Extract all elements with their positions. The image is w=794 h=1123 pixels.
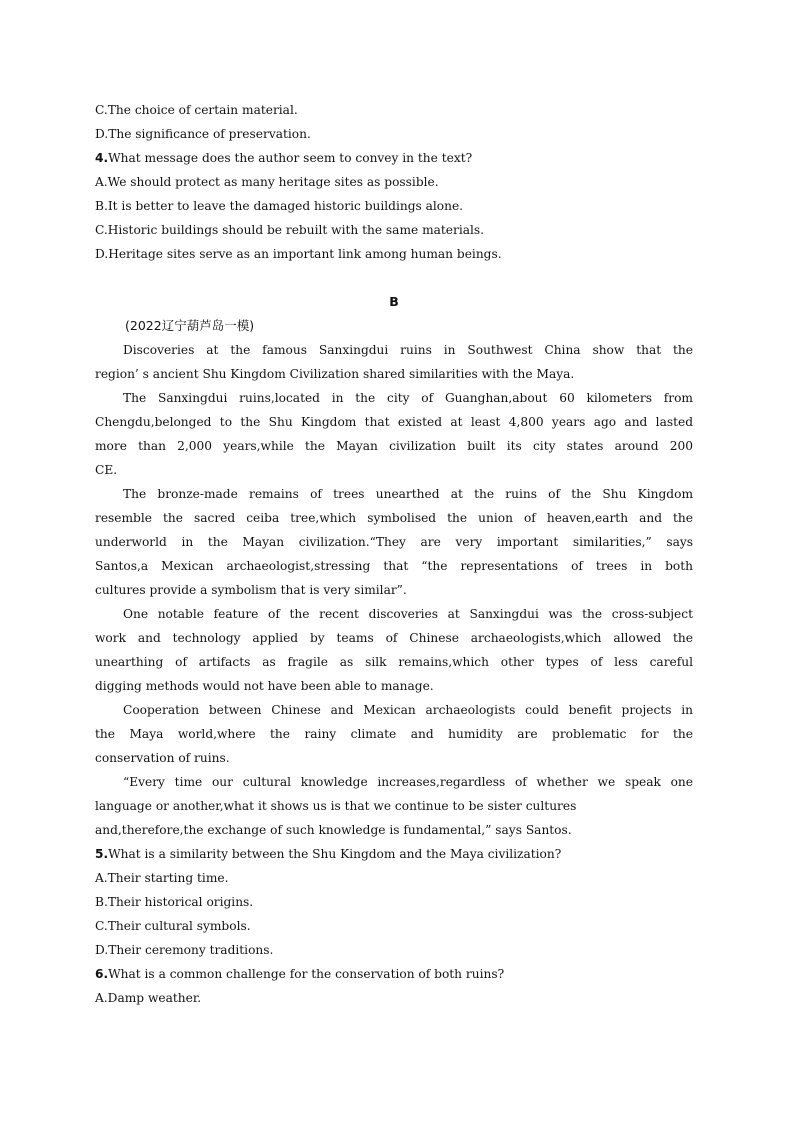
paragraph-line: Chengdu,belonged to the Shu Kingdom that existed at least 4,800 years ago and lasted [95, 415, 693, 429]
paragraph-line: cultures provide a symbolism that is very similar”. [95, 583, 407, 597]
question-4 [95, 146, 693, 170]
paragraph-line: The bronze-made remains of trees unearthed at the ruins of the Shu Kingdom [123, 487, 693, 501]
paragraph-1 [95, 338, 693, 386]
question-text: What is a similarity between the Shu Kingdom and the Maya civilization? [108, 847, 562, 861]
option-5a: A.Their starting time. [95, 871, 229, 885]
question-number: 4. [95, 151, 109, 165]
option-3d: D.The significance of preservation. [95, 127, 311, 141]
paragraph-line: The Sanxingdui ruins,located in the city of Guanghan,about 60 kilometers from [123, 391, 693, 405]
paragraph-line: Santos,a Mexican archaeologist,stressing that “the representations of trees in both [95, 559, 693, 573]
paragraph-line: conservation of ruins. [95, 751, 230, 765]
document-page [95, 98, 693, 1010]
paragraph-line: One notable feature of the recent discoveries at Sanxingdui was the cross-subject [123, 607, 693, 621]
paragraph-line: “Every time our cultural knowledge increases,regardless of whether we speak one [123, 775, 693, 789]
source-note: (2022辽宁葫芦岛一模) [125, 318, 255, 333]
question-6 [95, 962, 693, 986]
paragraph-line: more than 2,000 years,while the Mayan civilization built its city states around 200 [95, 439, 693, 453]
paragraph-line: Discoveries at the famous Sanxingdui ruins in Southwest China show that the [123, 343, 693, 357]
paragraph-line: the Maya world,where the rainy climate and humidity are problematic for the [95, 727, 693, 741]
option-5d: D.Their ceremony traditions. [95, 943, 274, 957]
option-5b: B.Their historical origins. [95, 895, 254, 909]
paragraph-line: work and technology applied by teams of Chinese archaeologists,which allowed the [95, 631, 693, 645]
option-4c: C.Historic buildings should be rebuilt with the same materials. [95, 223, 485, 237]
paragraph-2 [95, 386, 693, 482]
paragraph-6 [95, 770, 693, 842]
question-number: 5. [95, 847, 109, 861]
question-text: What message does the author seem to convey in the text? [108, 151, 473, 165]
option-3c: C.The choice of certain material. [95, 103, 298, 117]
option-5c: C.Their cultural symbols. [95, 919, 251, 933]
option-6a: A.Damp weather. [95, 991, 202, 1005]
question-5 [95, 842, 693, 866]
paragraph-3 [95, 482, 693, 602]
paragraph-line: and,therefore,the exchange of such knowledge is fundamental,” says Santos. [95, 823, 572, 837]
option-4d: D.Heritage sites serve as an important link among human beings. [95, 247, 502, 261]
section-title: B [389, 294, 399, 309]
paragraph-line: digging methods would not have been able to manage. [95, 679, 434, 693]
paragraph-4 [95, 602, 693, 698]
paragraph-line: resemble the sacred ceiba tree,which symbolised the union of heaven,earth and the [95, 511, 693, 525]
paragraph-line: region’ s ancient Shu Kingdom Civilization shared similarities with the Maya. [95, 367, 575, 381]
paragraph-line: language or another,what it shows us is that we continue to be sister cultures [95, 799, 577, 813]
option-4a: A.We should protect as many heritage sites as possible. [95, 175, 439, 189]
question-number: 6. [95, 967, 109, 981]
question-text: What is a common challenge for the conservation of both ruins? [108, 967, 505, 981]
paragraph-line: CE. [95, 463, 118, 477]
paragraph-5 [95, 698, 693, 770]
paragraph-line: underworld in the Mayan civilization.“They are very important similarities,” says [95, 535, 693, 549]
paragraph-line: unearthing of artifacts as fragile as silk remains,which other types of less careful [95, 655, 693, 669]
paragraph-line: Cooperation between Chinese and Mexican archaeologists could benefit projects in [123, 703, 693, 717]
option-4b: B.It is better to leave the damaged historic buildings alone. [95, 199, 464, 213]
